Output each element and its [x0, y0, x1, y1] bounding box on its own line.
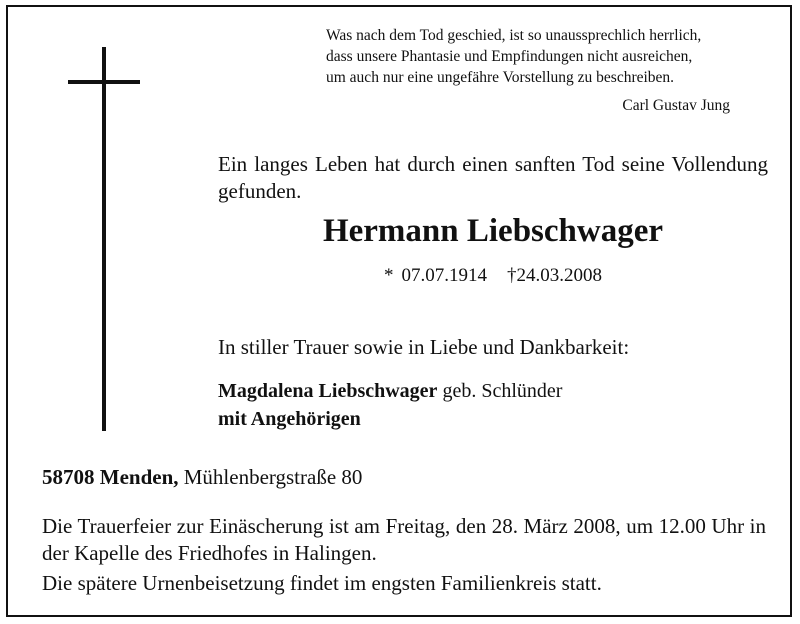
cross-icon — [102, 47, 106, 431]
funeral-info: Die Trauerfeier zur Einäscherung ist am Freitag, den 28. März 2008, um 12.00 Uhr in der Kapelle des Friedhofes in Halingen. — [42, 514, 766, 565]
cross-icon-bar — [68, 80, 140, 84]
death-date: 24.03.2008 — [516, 265, 602, 286]
primary-mourner-suffix: geb. Schlünder — [437, 380, 563, 402]
deceased-name: Hermann Liebschwager — [322, 213, 664, 249]
address-street: Mühlenbergstraße 80 — [178, 465, 363, 489]
primary-mourner — [218, 377, 562, 405]
quote-line: um auch nur eine ungefähre Vorstellung zu beschreiben. — [326, 69, 675, 86]
birth-symbol: * — [384, 265, 394, 286]
intro-text: Ein langes Leben hat durch einen sanften Tod seine Vollendung gefunden. — [218, 152, 768, 203]
quote-line: Was nach dem Tod geschied, ist so unaussprechlich herrlich, — [326, 27, 702, 44]
urn-info: Die spätere Urnenbeisetzung findet im engsten Familienkreis statt. — [42, 571, 602, 595]
quote-line: dass unsere Phantasie und Empfindungen nicht ausreichen, — [326, 48, 693, 65]
death-symbol: † — [507, 265, 517, 286]
primary-mourner-name: Magdalena Liebschwager — [218, 380, 438, 402]
birth-date: 07.07.1914 — [401, 265, 487, 286]
address — [42, 465, 362, 490]
mourning-line: In stiller Trauer sowie in Liebe und Dankbarkeit: — [218, 335, 630, 359]
life-dates — [218, 265, 768, 287]
quote-author: Carl Gustav Jung — [622, 97, 730, 114]
obituary-notice — [6, 5, 792, 617]
quote — [326, 25, 780, 88]
secondary-mourners: mit Angehörigen — [218, 408, 361, 430]
address-city: 58708 Menden, — [42, 465, 179, 489]
mourners — [218, 377, 562, 433]
